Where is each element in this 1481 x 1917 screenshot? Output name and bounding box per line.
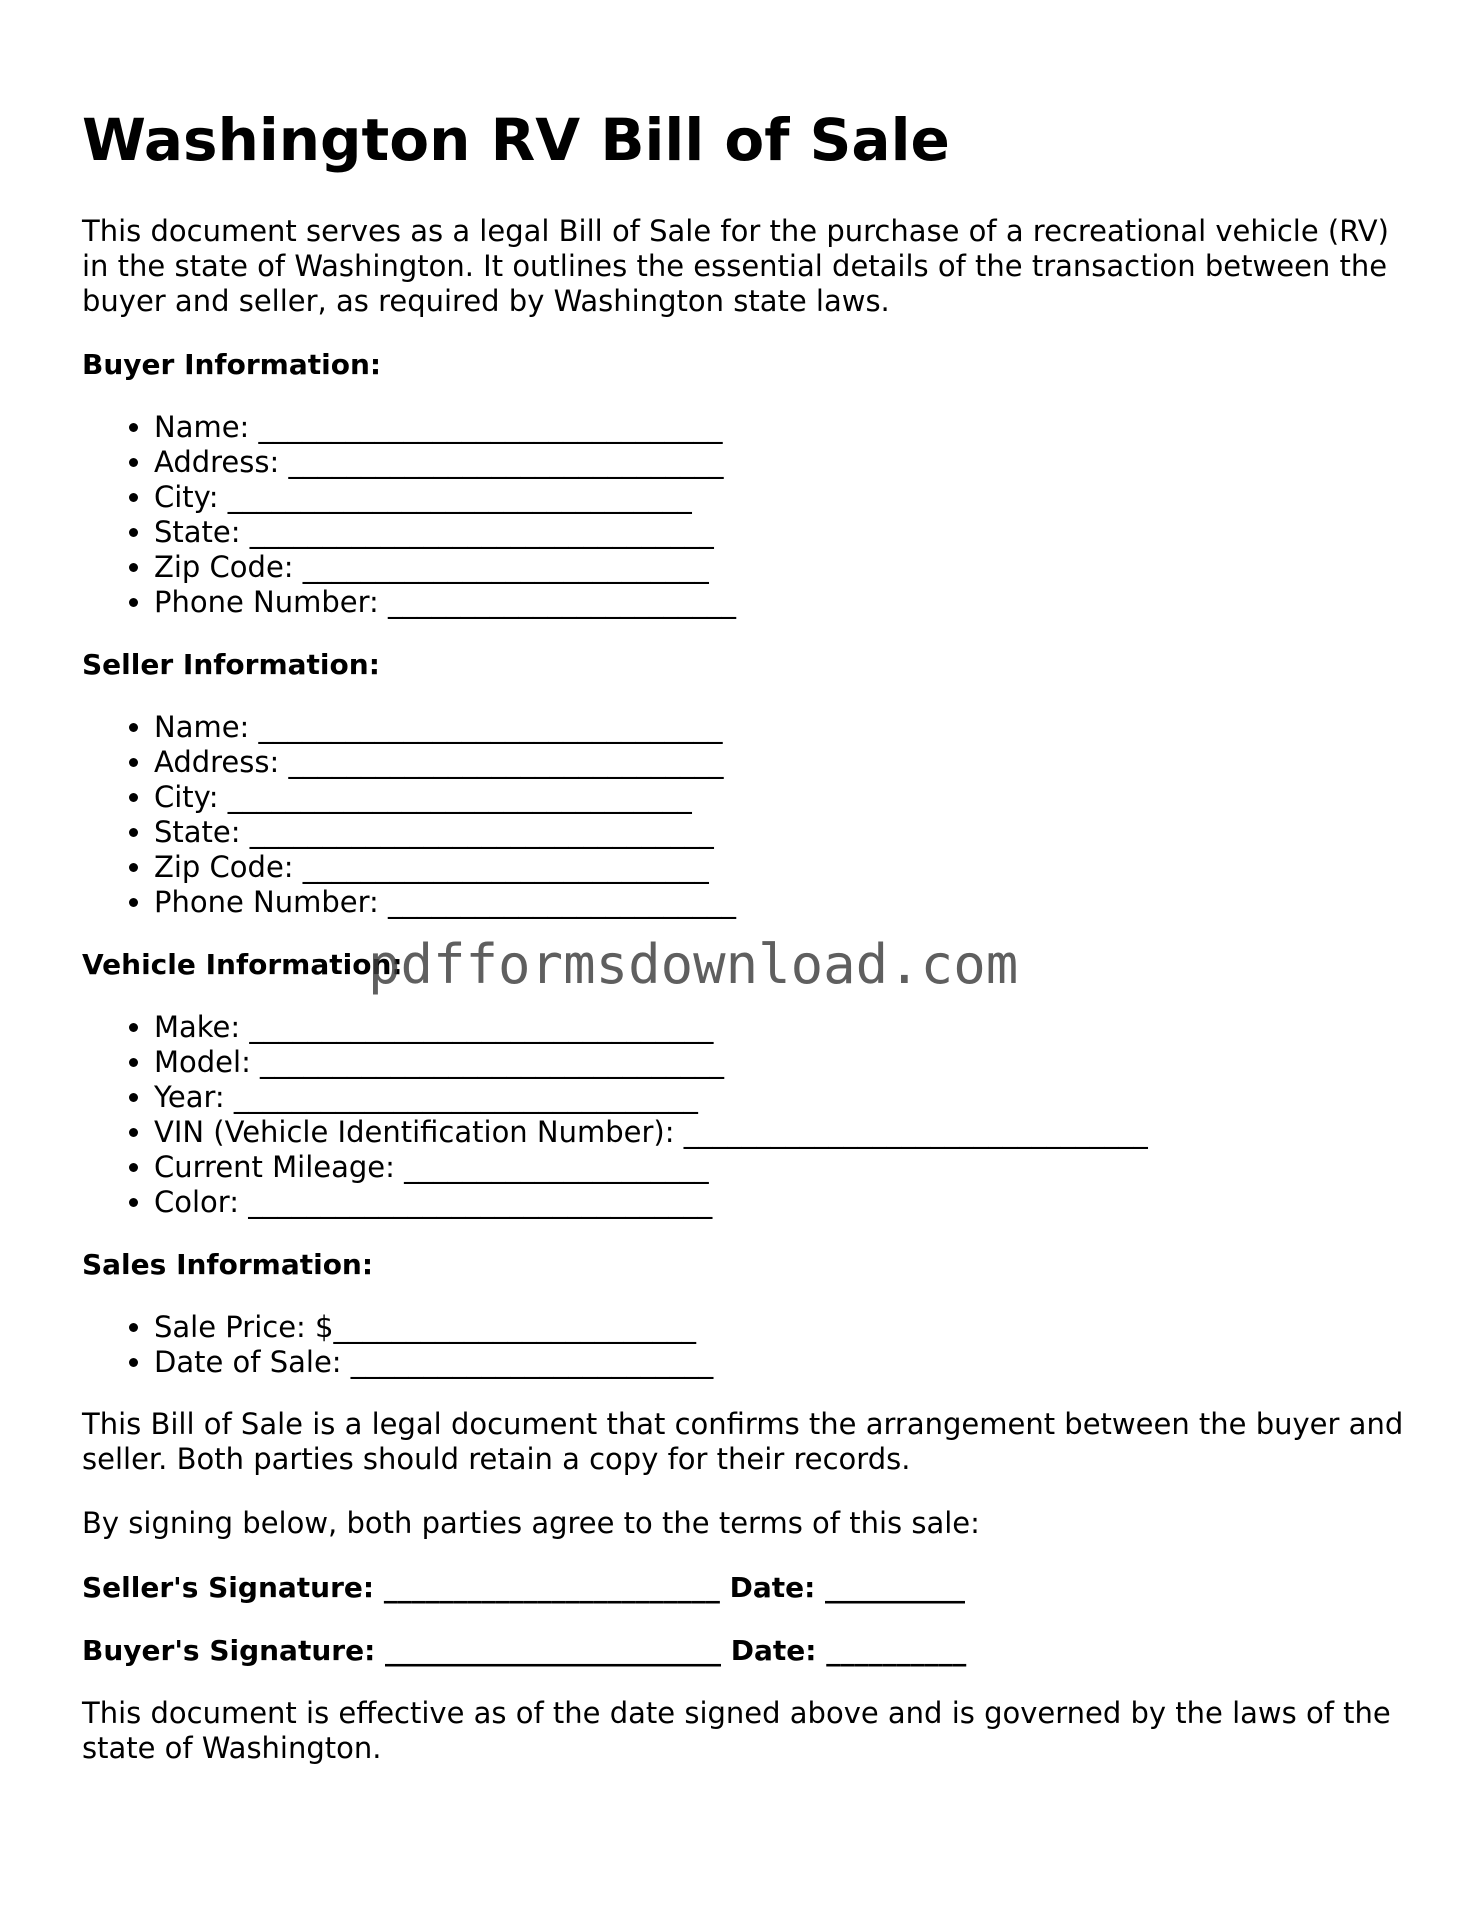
buyer-state-field: • State: ________________________________	[154, 515, 1412, 550]
sale-date-field: • Date of Sale: _________________________	[154, 1345, 1412, 1380]
watermark-text: pdfformsdownload.com	[368, 933, 1019, 996]
vehicle-mileage-field: • Current Mileage: _____________________	[154, 1150, 1412, 1185]
buyer-city-field: • City: ________________________________	[154, 480, 1412, 515]
seller-city-field: • City: ________________________________	[154, 780, 1412, 815]
buyer-fields-list	[82, 410, 1412, 620]
buyer-section-heading: Buyer Information:	[82, 348, 382, 381]
buyer-address-field: • Address: ______________________________	[154, 445, 1412, 480]
agreement-paragraph: By signing below, both parties agree to the terms of this sale:	[82, 1506, 980, 1540]
intro-paragraph: This document serves as a legal Bill of Sale for the purchase of a recreational vehicle (RV) in the state of Washington. It outlines the essential details of the transaction between the buyer and seller, as required by Washington state laws.	[82, 214, 1389, 318]
seller-section-heading: Seller Information:	[82, 648, 380, 681]
document-page	[82, 100, 1412, 1766]
seller-signature-line: Seller's Signature: ________________________ Date: __________	[82, 1571, 966, 1604]
seller-address-field: • Address: ______________________________	[154, 745, 1412, 780]
sales-fields-list	[82, 1310, 1412, 1380]
sales-section-heading: Sales Information:	[82, 1248, 374, 1281]
final-paragraph: This document is effective as of the date signed above and is governed by the laws of the state of Washington.	[82, 1696, 1391, 1765]
buyer-zip-field: • Zip Code: ____________________________	[154, 550, 1412, 585]
closing-paragraph: This Bill of Sale is a legal document that confirms the arrangement between the buyer and seller. Both parties should retain a copy for their records.	[82, 1407, 1404, 1476]
seller-state-field: • State: ________________________________	[154, 815, 1412, 850]
vehicle-section-heading: Vehicle Information:	[82, 948, 403, 981]
seller-zip-field: • Zip Code: ____________________________	[154, 850, 1412, 885]
vehicle-vin-field: • VIN (Vehicle Identification Number): ________________________________	[154, 1115, 1412, 1150]
document-title: Washington RV Bill of Sale	[82, 106, 950, 174]
vehicle-fields-list	[82, 1010, 1412, 1220]
buyer-signature-line: Buyer's Signature: ________________________ Date: __________	[82, 1634, 967, 1667]
sale-price-field: • Sale Price: $_________________________	[154, 1310, 1412, 1345]
vehicle-model-field: • Model: ________________________________	[154, 1045, 1412, 1080]
vehicle-make-field: • Make: ________________________________	[154, 1010, 1412, 1045]
buyer-name-field: • Name: ________________________________	[154, 410, 1412, 445]
seller-name-field: • Name: ________________________________	[154, 710, 1412, 745]
seller-phone-field: • Phone Number: ________________________	[154, 885, 1412, 920]
seller-fields-list	[82, 710, 1412, 920]
buyer-phone-field: • Phone Number: ________________________	[154, 585, 1412, 620]
vehicle-color-field: • Color: ________________________________	[154, 1185, 1412, 1220]
vehicle-year-field: • Year: ________________________________	[154, 1080, 1412, 1115]
